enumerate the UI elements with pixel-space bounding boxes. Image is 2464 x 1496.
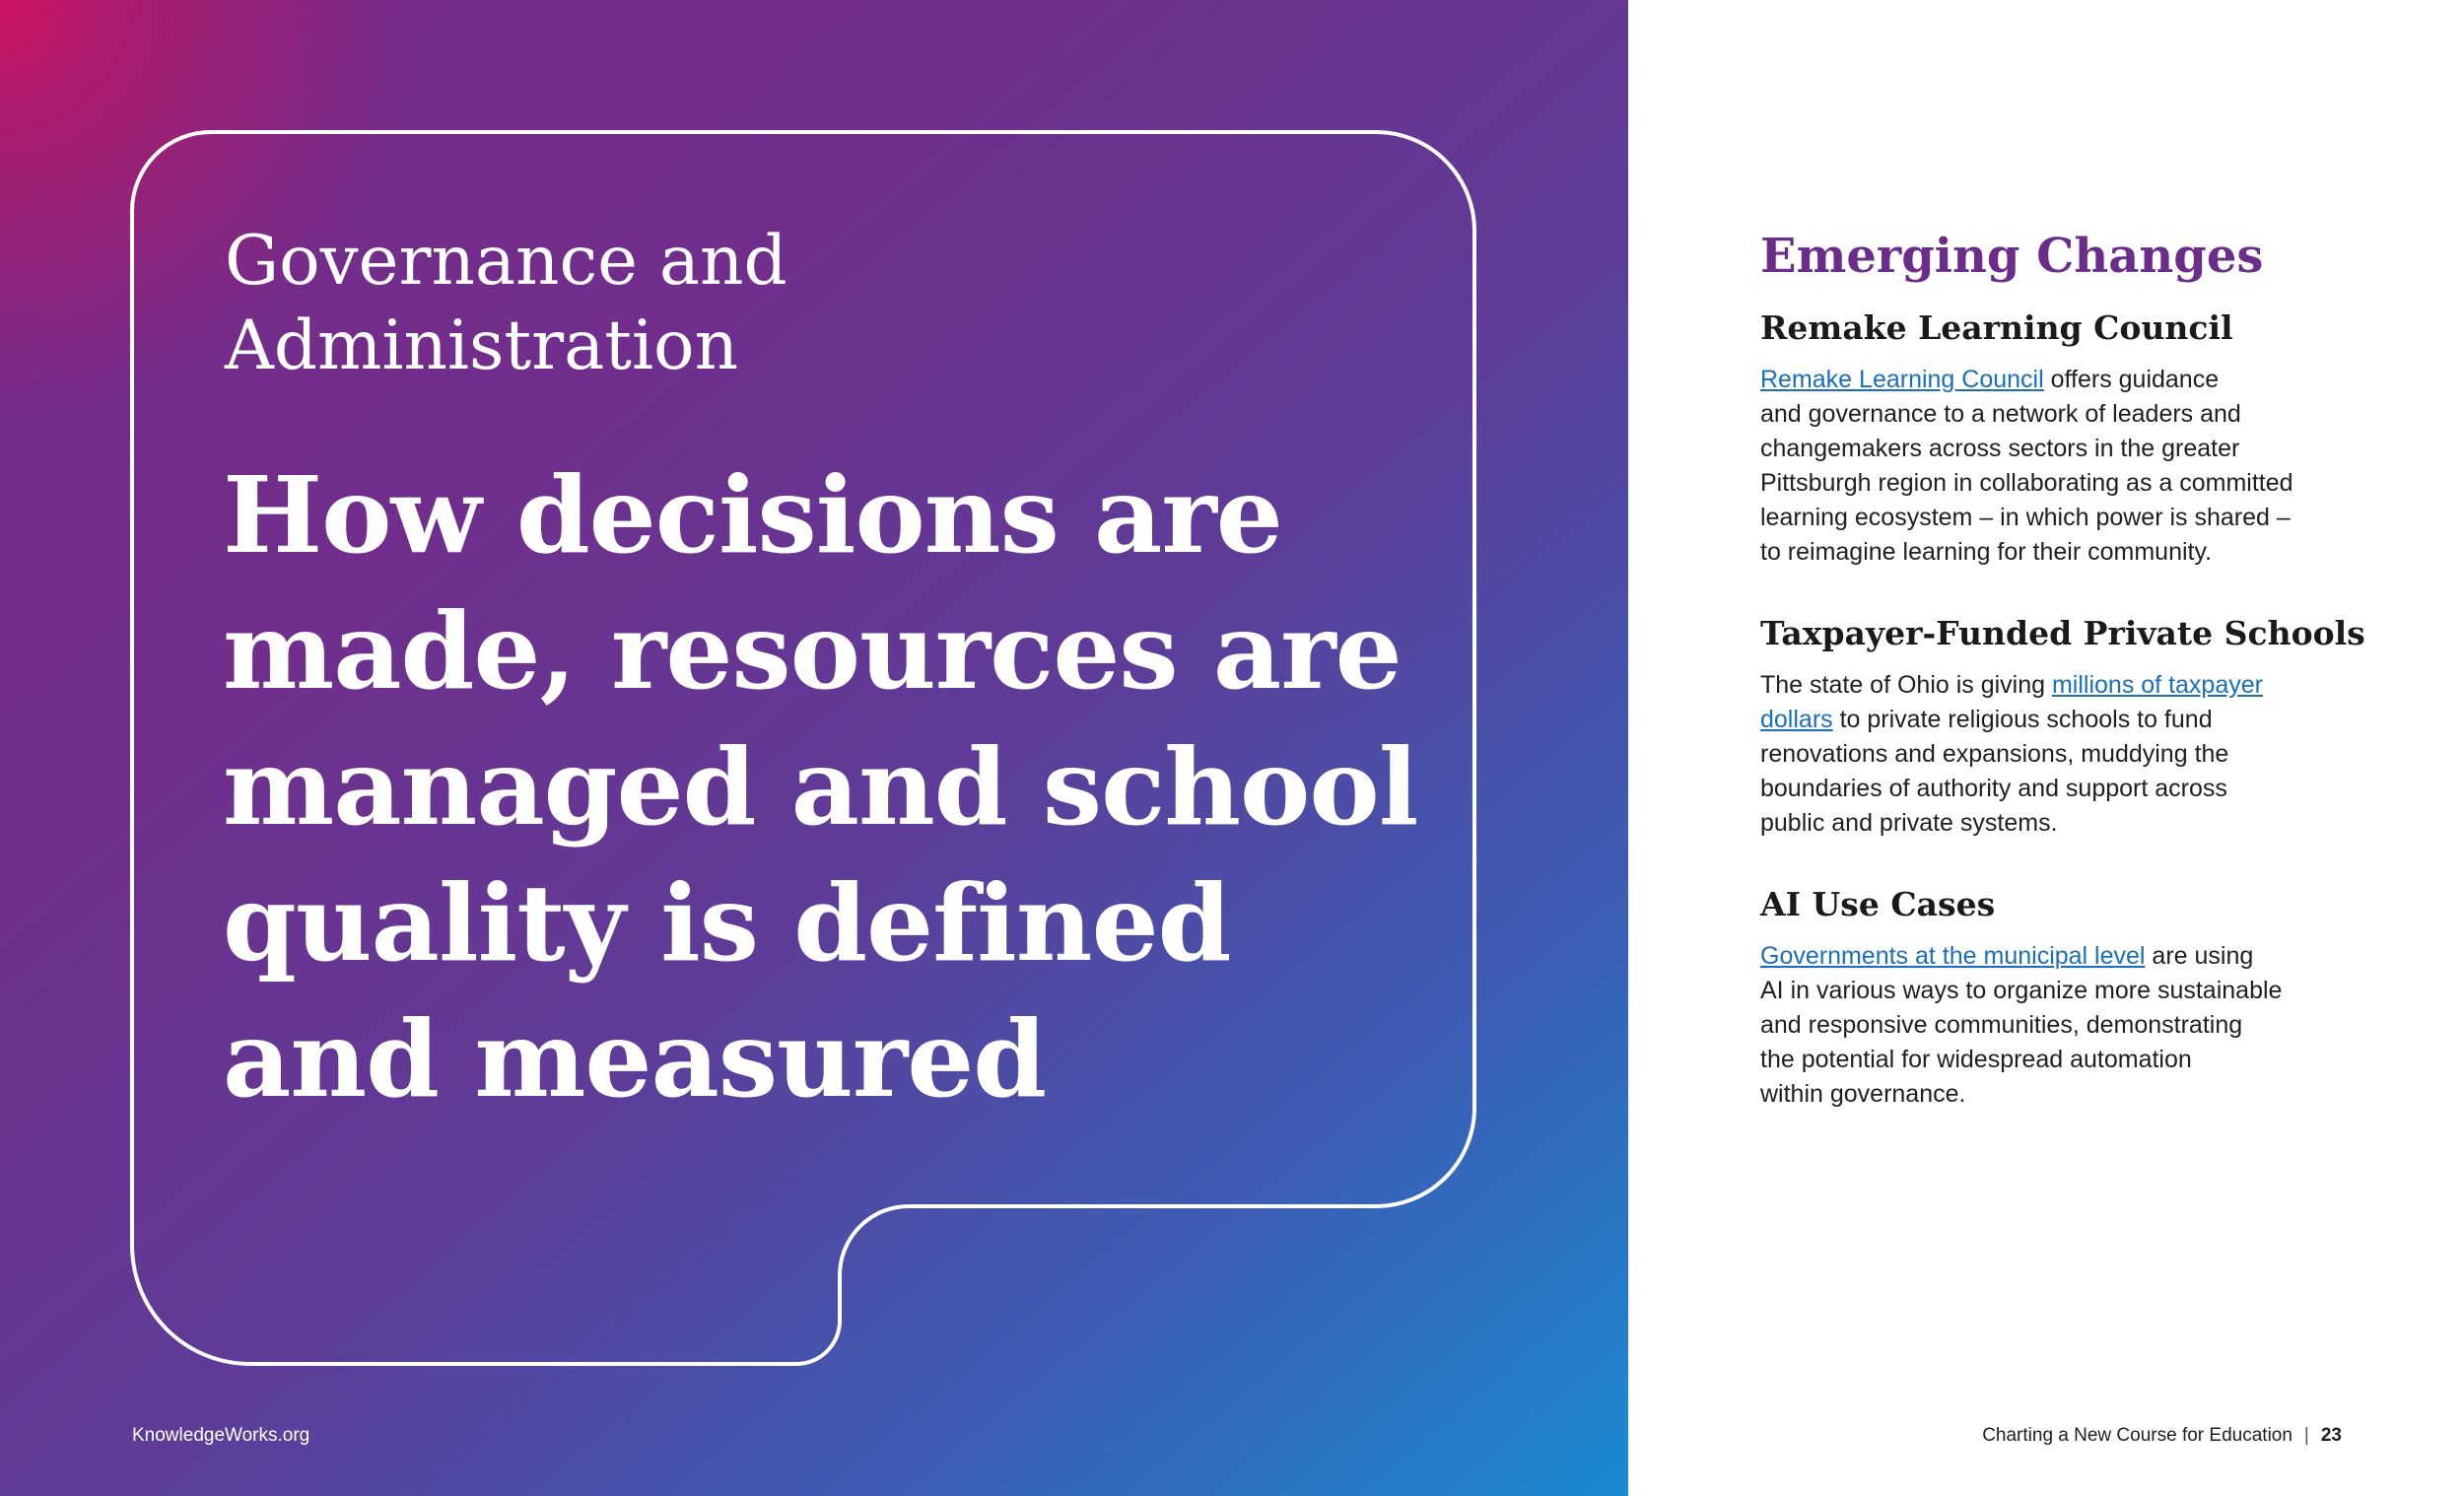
change-heading: Remake Learning Council (1760, 308, 2233, 347)
change-heading: Taxpayer-Funded Private Schools (1760, 614, 2365, 652)
dollars-link[interactable]: dollars (1760, 706, 1833, 733)
paragraph-line: boundaries of authority and support across (1760, 775, 2227, 802)
paragraph-line (1760, 939, 2371, 974)
millions-of-taxpayer-dollars-link[interactable]: millions of taxpayer (2051, 671, 2263, 699)
change-paragraph (1760, 939, 2371, 1112)
paragraph-line: learning ecosystem – in which power is shared – (1760, 504, 2291, 531)
change-block-ai-use-cases (1760, 882, 2371, 1112)
paragraph-line: to reimagine learning for their community. (1760, 538, 2213, 566)
section-title (225, 219, 1112, 388)
paragraph-line: the potential for widespread automation (1760, 1046, 2192, 1073)
change-paragraph (1760, 668, 2371, 841)
emerging-changes-title: Emerging Changes (1760, 229, 2264, 284)
footer-site-name: KnowledgeWorks.org (132, 1425, 310, 1446)
headline (223, 448, 1418, 1128)
paragraph-line (1760, 703, 2371, 737)
line-text: to private religious schools to fund (1832, 706, 2213, 733)
footer-separator: | (2303, 1425, 2309, 1446)
paragraph-line: and responsive communities, demonstrating (1760, 1011, 2243, 1039)
paragraph-line: Pittsburgh region in collaborating as a committed (1760, 469, 2293, 497)
paragraph-line: within governance. (1760, 1080, 1966, 1108)
section-title-line: Administration (225, 306, 739, 385)
remake-learning-council-link[interactable]: Remake Learning Council (1760, 366, 2044, 393)
paragraph-line: changemakers across sectors in the greater (1760, 435, 2240, 462)
change-paragraph (1760, 363, 2371, 570)
paragraph-line: and governance to a network of leaders and (1760, 400, 2241, 428)
headline-line: made, resources are (223, 590, 1402, 714)
headline-line: and measured (223, 998, 1047, 1122)
section-title-line: Governance and (225, 222, 787, 301)
page-number: 23 (2320, 1425, 2342, 1446)
headline-line: How decisions are (223, 454, 1282, 578)
line-text: The state of Ohio is giving (1760, 671, 2052, 699)
publication-title: Charting a New Course for Education (1982, 1425, 2293, 1446)
footer-publication (1982, 1425, 2342, 1447)
change-block-remake-learning (1760, 306, 2371, 570)
line-text: offers guidance (2043, 366, 2220, 393)
paragraph-line: public and private systems. (1760, 809, 2058, 837)
paragraph-line: AI in various ways to organize more sustainable (1760, 977, 2283, 1004)
paragraph-line (1760, 668, 2371, 703)
headline-line: quality is defined (223, 862, 1231, 986)
change-block-taxpayer-funded (1760, 611, 2371, 841)
paragraph-line: renovations and expansions, muddying the (1760, 740, 2229, 768)
governments-municipal-level-link[interactable]: Governments at the municipal level (1760, 942, 2146, 970)
headline-line: managed and school (223, 726, 1418, 850)
emerging-changes-column (1760, 225, 2371, 1153)
line-text: are using (2145, 942, 2254, 970)
paragraph-line (1760, 363, 2371, 397)
change-heading: AI Use Cases (1760, 885, 1996, 923)
